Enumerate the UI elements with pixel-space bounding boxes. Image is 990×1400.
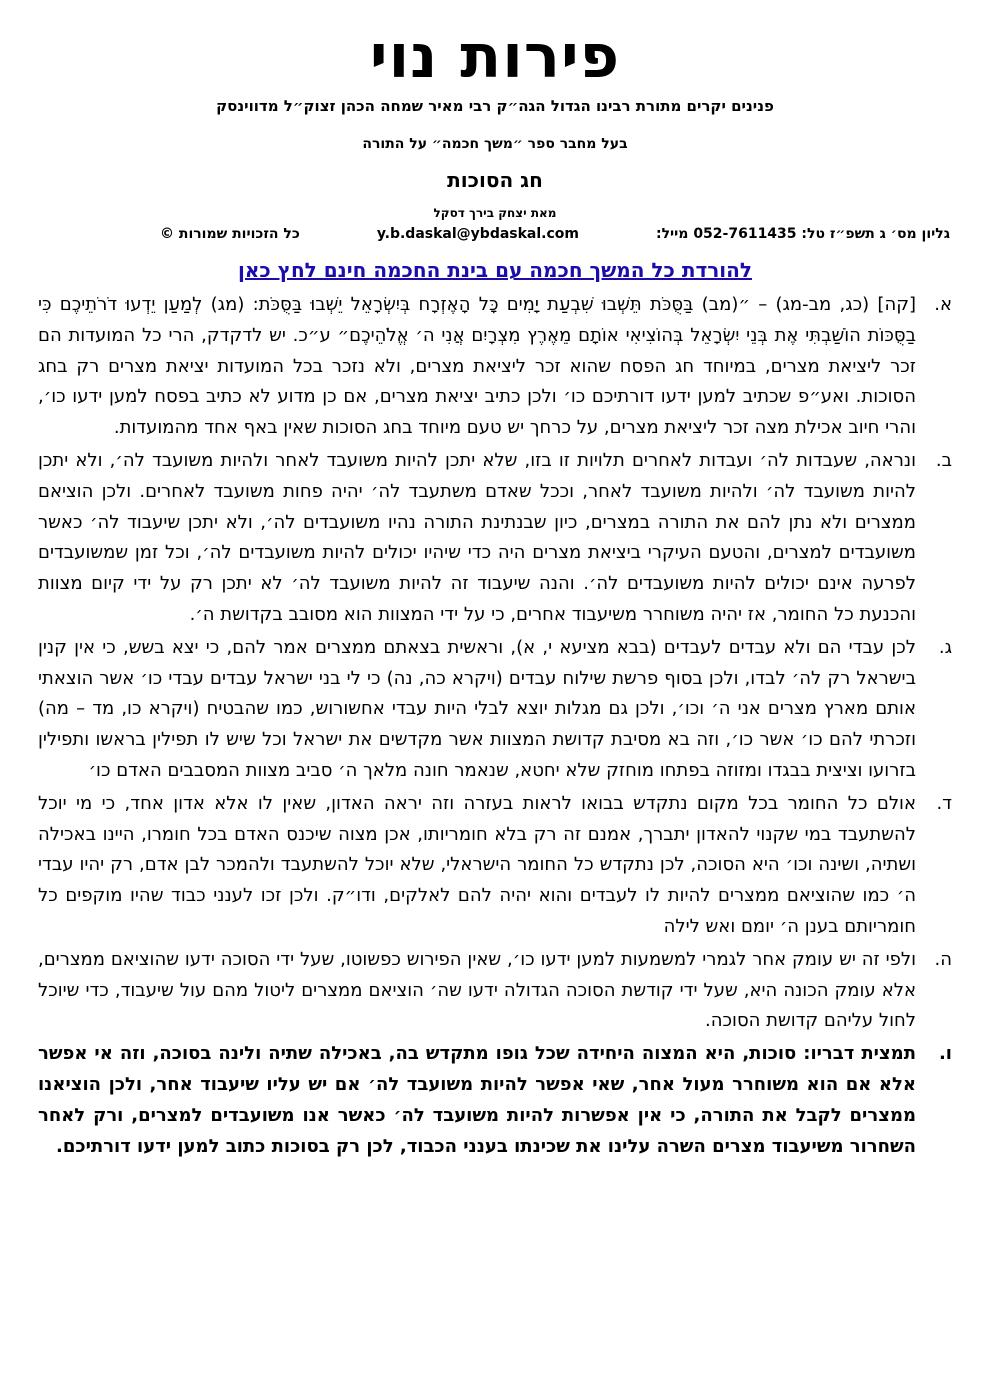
paragraph-text: ונראה, שעבדות לה׳ ועבדות לאחרים תלויות זו בזו, שלא יתכן להיות משועבד לאחר ולהיות משועבד לה׳, ולא יתכן להיות משועבד לה׳ ולהיות משועבד לאחר, וככל שאדם משתעבד לה׳ יהיה פחות משועבד לאחרים. ולכן הוציאם ממצרים ולא נתן להם את התורה במצרים, כיון שבנתינת התורה נהיו משועבדים לה׳, ולא יתכן שיעבוד לה׳ כאשר משועבדים למצרים, והטעם העיקרי ביציאת מצרים היה כדי שיהיו יכולים להיות משועבדים לה׳, וכל זמן שמשועבדים לפרעה אינם יכולים להיות משועבדים לה׳. והנה שיעבוד זה להיות משועבד לה׳ לא יתכן רק על ידי קיום מצוות והכנעת כל החומר, אז יהיה משוחרר משיעבוד אחרים, כי על ידי המצוות הוא מסובב בקדושת ה׳. (38, 449, 916, 625)
author-line: מאת יצחק בירך דסקל (433, 206, 557, 220)
copyright-notice: כל הזכויות שמורות © (160, 226, 300, 242)
paragraph-marker: ד. (936, 792, 952, 814)
paragraph-text: [קה] (כג, מב-מג) – ״(מב) בַּסֻּכֹּת תֵּשְׁבוּ שִׁבְעַת יָמִים כָּל הָאֶזְרָח בְּיִשְׂרָאֵל יֵשְׁבוּ בַּסֻּכֹּת: (מג) לְמַעַן יֵדְעוּ דֹרֹתֵיכֶם כִּי בַסֻּכּוֹת הוֹשַׁבְתִּי אֶת בְּנֵי יִשְׂרָאֵל בְּהוֹצִיאִי אוֹתָם מֵאֶרֶץ מִצְרָיִם אֲנִי ה׳ אֱלֹהֵיכֶם״ ע״כ. יש לדקדק, הרי כל המועדות הם זכר ליציאת מצרים, במיוחד חג הפסח שהוא זכר ליציאת מצרים, ולא נזכר בכל המועדות יציאת מצרים רק בחג הסוכות. ואע״פ שכתיב למען ידעו דורתיכם כו׳ ולכן כתיב יציאת מצרים, אם כן מדוע לא כתיב בפסח למען ידעו כו׳, והרי חיוב אכילת מצה זכר ליציאת מצרים, על כרחך יש טעם מיוחד בחג הסוכות שאין באף אחד מהמועדות. (38, 294, 916, 439)
download-link[interactable]: להורדת כל המשך חכמה עם בינת החכמה חינם לחץ כאן (238, 258, 752, 282)
paragraph (38, 633, 952, 787)
summary-paragraph (38, 1039, 952, 1162)
paragraph (38, 290, 952, 444)
paragraph-text: אולם כל החומר בכל מקום נתקדש בבואו לראות בעזרה וזה יראה האדון, שאין לו אלא אדון אחד, כי מי יוכל להשתעבד במי שקנוי להאדון יתברך, אמנם זה רק בלא חומריותו, אכן מצוה שיכנס האדם בכל חומרו, היינו באכילה ושתיה, ושינה וכו׳ היא הסוכה, לכן נתקדש כל החומר הישראלי, שלא יוכל להשתעבד ולהמכר לבן אדם, רק יהיו עבדי ה׳ כמו שהוציאם ממצרים להיות לו לעבדים והוא יהיה להם לאלקים, ודו״ק. ולכן זכו לענני כבוד שהיו מוקפים כל חומריותם בענן ה׳ יומם ואש לילה (38, 792, 916, 937)
paragraph (38, 945, 952, 1037)
paragraph-text: לכן עבדי הם ולא עבדים לעבדים (בבא מציעא י, א), וראשית בצאתם ממצרים אמר להם, כי יצא בשש, כי אין קנין בישראל רק לה׳ לבדו, ולכן בסוף פרשת שילוח עבדים (ויקרא כה, נה) כי לי בני ישראל עבדים עבדי כו׳ אשר הוצאתי אותם מארץ מצרים אני ה׳ וכו׳, ולכן גם מגלות יוצא לבלי היות עבדי אחשורוש, כמו שהבטיח (ויקרא כו, מד – מה) וזכרתי להם כו׳ אשר כו׳, וזה בא מסיבת קדושת המצוות אשר מקדשים את ישראל וכל שיש לו תפילין בראשו ותפילין בזרועו וציצית בבגדו ומזוזה בפתחו מוחזק שלא יחטא, שנאמר חונה מלאך ה׳ סביב מצוות המסבבים האדם כו׳ (38, 636, 916, 781)
paragraph-marker: ב. (935, 449, 952, 471)
paragraph-marker: ו. (938, 1043, 952, 1065)
topic-heading: חג הסוכות (447, 168, 543, 192)
email-address: y.b.daskal@ybdaskal.com (376, 226, 579, 242)
paragraph-text: ולפי זה יש עומק אחר לגמרי למשמעות למען ידעו כו׳, שאין הפירוש כפשוטו, שעל ידי הסוכה ידעו שהוציאם ממצרים, אלא עומק הכונה היא, שעל ידי קודשת הסוכה הגדולה ידעו שה׳ הוציאם ממצרים ליטול מהם עול שיעבוד, כדי שיוכל לחול עליהם קדושת הסוכה. (38, 948, 916, 1032)
subtitle-rabbi: פנינים יקרים מתורת רבינו הגדול הגה״ק רבי מאיר שמחה הכהן זצוק״ל מדווינסק (216, 97, 774, 115)
subtitle-book: בעל מחבר ספר ״משך חכמה״ על התורה (362, 136, 628, 152)
paragraph-marker: א. (934, 294, 952, 315)
paragraph-marker: ה. (934, 948, 952, 970)
paragraph-text: תמצית דבריו: סוכות, היא המצוה היחידה שכל גופו מתקדש בה, באכילה שתיה ולינה בסוכה, וזה אי אפשר אלא אם הוא משוחרר מעול אחר, שאי אפשר להיות משועבד לה׳ אם יש עליו שיעבוד אחר, ולכן הוציאנו ממצרים לקבל את התורה, כי אין אפשרות להיות משועבד לה׳ כאשר אנו משועבדים למצרים, ורק לאחר השחרור משיעבוד מצרים השרה עלינו את שכינתו בענני הכבוד, לכן רק בסוכות כתוב למען ידעו דורתיכם. (38, 1043, 916, 1157)
paragraph (38, 446, 952, 631)
issue-contact: גליון מס׳ ג תשפ״ז טל: 052-7611435 מייל: (655, 226, 950, 242)
page-title: פירות נוי (369, 22, 621, 92)
article-body (38, 290, 952, 1164)
info-line (160, 226, 950, 242)
paragraph-marker: ג. (938, 636, 952, 658)
paragraph (38, 789, 952, 943)
